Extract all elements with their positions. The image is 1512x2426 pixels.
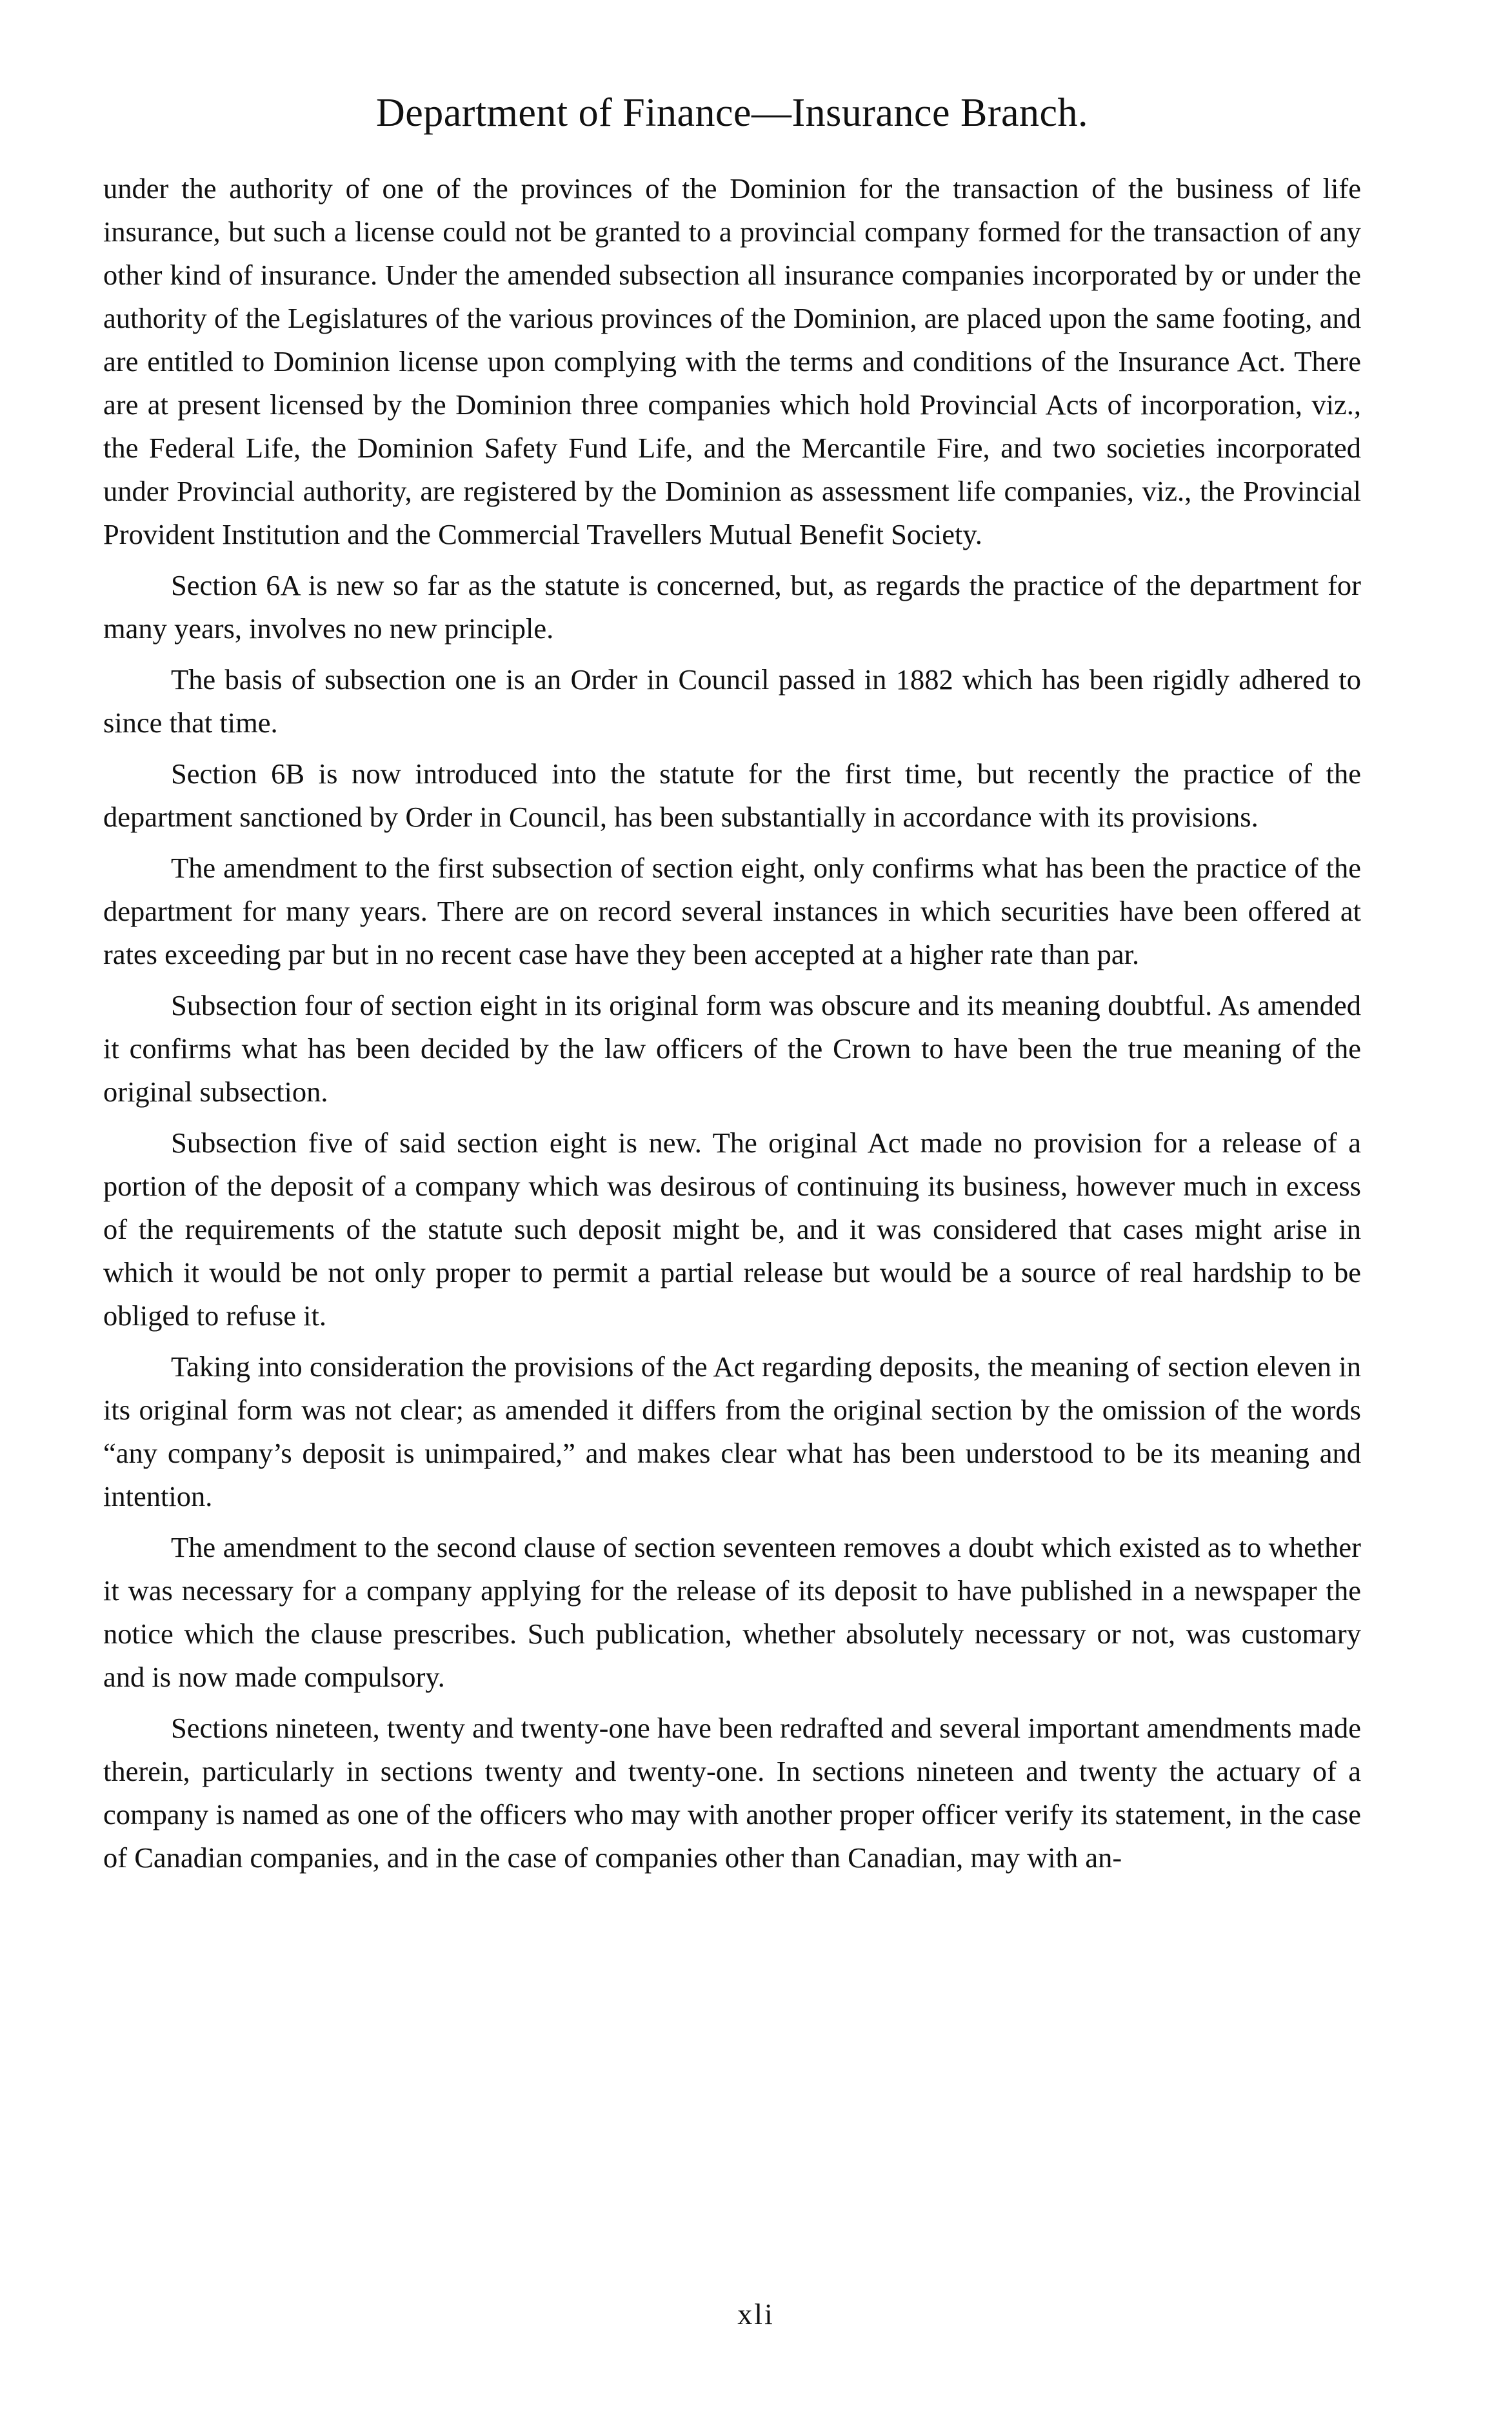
paragraph-continued: under the authority of one of the provinces of the Dominion for the transaction of the business of life insurance, but such a license could not be granted to a provincial company formed for the transaction of any other kind of insurance. Under the amended subsection all insurance companies incorporated by or under the authority of the Legislatures of the various provinces of the Dominion, are placed upon the same footing, and are entitled to Dominion license upon complying with the terms and conditions of the Insurance Act. There are at present licensed by the Dominion three companies which hold Provincial Acts of incorporation, viz., the Federal Life, the Dominion Safety Fund Life, and the Mercantile Fire, and two societies incorporated under Provincial authority, are registered by the Dominion as assessment life companies, viz., the Provincial Provident Institution and the Commercial Travellers Mutual Benefit Society. [103,172,1361,550]
paragraph-subsection-one: The basis of subsection one is an Order in Council passed in 1882 which has been rigidly adhered to since that time. [103,663,1361,739]
paragraph-sections-nineteen-twenty-one: Sections nineteen, twenty and twenty-one have been redrafted and several important amendments made therein, particularly in sections twenty and twenty-one. In sections nineteen and twenty the actuary of a company is named as one of the officers who may with another proper officer verify its statement, in the case of Canadian companies, and in the case of companies other than Canadian, may with an- [103,1712,1361,1874]
paragraph-section-eight-first: The amendment to the first subsection of section eight, only confirms what has been the practice of the department for many years. There are on record several instances in which securities have been offered at rates exceeding par but in no recent case have they been accepted at a higher rate than par. [103,852,1361,970]
page-number: xli [737,2298,775,2331]
running-head: Department of Finance—Insurance Branch. [375,91,1089,135]
paragraph-section-6a: Section 6A is new so far as the statute is concerned, but, as regards the practice of the department for many years, involves no new principle. [103,569,1361,645]
paragraph-section-seventeen: The amendment to the second clause of section seventeen removes a doubt which existed as to whether it was necessary for a company applying for the release of its deposit to have published in a newspaper the notice which the clause prescribes. Such publication, whether absolutely necessary or not, was customary and is now made compulsory. [103,1531,1361,1693]
paragraph-section-eight-five: Subsection five of said section eight is new. The original Act made no provision for a release of a portion of the deposit of a company which was desirous of continuing its business, however much in excess of the requirements of the statute such deposit might be, and it was considered that cases might arise in which it would be not only proper to permit a partial release but would be a source of real hardship to be obliged to refuse it. [103,1127,1361,1332]
paragraph-section-6b: Section 6B is now introduced into the statute for the first time, but recently the practice of the department sanctioned by Order in Council, has been substantially in accordance with its provisions. [103,757,1361,833]
paragraph-section-eleven: Taking into consideration the provisions of the Act regarding deposits, the meaning of section eleven in its original form was not clear; as amended it differs from the original section by the omission of the words “any company’s deposit is unimpaired,” and makes clear what has been understood to be its meaning and intention. [103,1350,1361,1512]
document-page [103,90,1361,1887]
paragraph-section-eight-four: Subsection four of section eight in its original form was obscure and its meaning doubtful. As amended it confirms what has been decided by the law officers of the Crown to have been the true meaning of the original subsection. [103,989,1361,1108]
